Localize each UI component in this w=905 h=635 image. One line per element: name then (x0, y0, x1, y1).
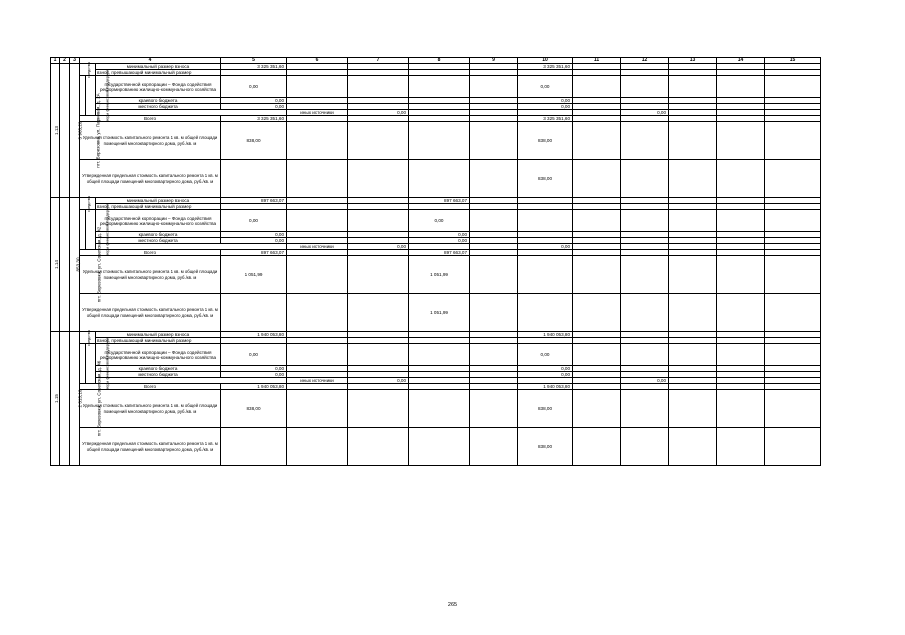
value-cell-col-7 (348, 390, 409, 428)
value-cell-col-12 (621, 294, 669, 332)
value-cell-col-5: 0,00 (221, 98, 287, 104)
value-cell-col-8 (409, 390, 470, 428)
value-cell-col-9 (470, 390, 518, 428)
table-row (51, 390, 821, 428)
row-label: краевого бюджета (96, 98, 221, 104)
row-label: краевого бюджета (96, 232, 221, 238)
header-cell: 4 (80, 58, 221, 64)
value-cell-col-10: 0,00 (518, 98, 573, 104)
table-body (51, 58, 821, 466)
value-cell-col-5: 0,00 (221, 372, 287, 378)
value-cell-col-8: 0,00 (409, 210, 470, 232)
value-cell-col-12 (621, 122, 669, 160)
table-row (51, 256, 821, 294)
funds-group-label: средства (86, 330, 91, 346)
capital-repair-table (50, 57, 821, 466)
value-cell-col-8 (409, 160, 470, 198)
value-cell-col-14 (717, 390, 765, 428)
table-row (51, 428, 821, 466)
value-cell-col-6 (287, 122, 348, 160)
header-cell: 6 (287, 58, 348, 64)
row-label: минимальный размер взноса (96, 332, 221, 338)
row-label: Утвержденная предельная стоимость капитального ремонта 1 кв. м общей площади помещений многоквартирного дома, руб./кв. м (80, 294, 221, 332)
value-cell-col-15 (765, 76, 821, 98)
value-cell-col-8 (409, 76, 470, 98)
value-cell-col-7 (348, 210, 409, 232)
value-cell-col-9 (470, 344, 518, 366)
value-cell-col-5 (221, 428, 287, 466)
value-cell-col-5: 3 325 351,60 (221, 116, 287, 122)
header-cell: 7 (348, 58, 409, 64)
funds-group-cell (80, 198, 96, 210)
value-cell-col-5: 0,00 (348, 378, 409, 384)
value-cell-col-5: 3 325 351,60 (221, 64, 287, 70)
row-label: Всего (80, 116, 221, 122)
value-cell-col-8 (409, 428, 470, 466)
value-cell-col-15 (765, 428, 821, 466)
support-group-label: меры финансовой поддержки (105, 69, 110, 123)
value-cell-col-9 (470, 210, 518, 232)
value-cell-col-10: 838,00 (518, 428, 573, 466)
row-label: местного бюджета (96, 372, 221, 378)
value-cell-col-12 (621, 390, 669, 428)
row-label: взнос, превышающий минимальный размер (96, 338, 221, 344)
value-cell-col-5: 1 940 053,80 (221, 332, 287, 338)
table-row (51, 160, 821, 198)
value-cell-col-5: 838,00 (221, 122, 287, 160)
value-cell-col-9 (470, 294, 518, 332)
value-cell-col-8: 0,00 (409, 232, 470, 238)
header-cell: 11 (573, 58, 621, 64)
address-text: пгт. Березовка, ул. Советская, д. 46 (96, 360, 102, 437)
row-label: иных источники (287, 244, 348, 250)
value-cell-col-12 (621, 160, 669, 198)
value-cell-col-10: 0,00 (518, 344, 573, 366)
table-row (51, 294, 821, 332)
value-cell-col-13 (669, 256, 717, 294)
value-cell-col-6 (287, 76, 348, 98)
page-number: 265 (447, 602, 458, 608)
value-cell-col-11 (573, 122, 621, 160)
header-cell: 8 (409, 58, 470, 64)
value-cell-col-13 (669, 294, 717, 332)
value-cell-col-5: 0,00 (221, 232, 287, 238)
header-cell: 12 (621, 58, 669, 64)
header-cell: 13 (669, 58, 717, 64)
header-cell: 3 (70, 58, 80, 64)
value-cell-col-5: 838,00 (221, 390, 287, 428)
value-cell-col-5: 1 940 053,80 (221, 384, 287, 390)
funds-group-label: средства (86, 62, 91, 78)
value-cell-col-15 (765, 390, 821, 428)
value-cell-col-8: 0,00 (518, 244, 573, 250)
value-cell-col-8: 897 663,07 (409, 198, 470, 204)
value-cell-col-6 (287, 160, 348, 198)
value-cell-col-13 (669, 122, 717, 160)
value-cell-col-13 (669, 210, 717, 232)
value-cell-col-10 (518, 210, 573, 232)
table-row (51, 210, 821, 232)
value-cell-col-11 (573, 76, 621, 98)
value-cell-col-9 (470, 428, 518, 466)
section-number-cell (51, 64, 60, 198)
row-label: краевого бюджета (96, 366, 221, 372)
row-label: Удельная стоимость капитального ремонта 1 кв. м общей площади помещений многоквартирного дома, руб./кв. м (80, 122, 221, 160)
value-cell-col-12 (621, 344, 669, 366)
value-cell-col-10: 838,00 (518, 160, 573, 198)
address-text: пгт. Березовка, ул. Советская, д. 42 (96, 226, 102, 303)
value-cell-col-12 (621, 256, 669, 294)
value-cell-col-7 (348, 160, 409, 198)
value-cell-col-10: 1 940 053,80 (518, 332, 573, 338)
value-cell-col-15 (765, 160, 821, 198)
value-cell-col-13 (669, 390, 717, 428)
funds-group-label: средства (86, 196, 91, 212)
value-cell-col-12 (621, 210, 669, 232)
row-label: государственной корпорации – Фонда содействия реформированию жилищно-коммунального хозяйства (96, 76, 221, 98)
value-cell-col-5: 0,00 (221, 238, 287, 244)
value-cell-col-10: 1 940 053,80 (518, 384, 573, 390)
value-cell-col-8 (409, 122, 470, 160)
value-cell-col-10: 0,00 (621, 110, 669, 116)
row-label: минимальный размер взноса (96, 64, 221, 70)
value-cell-col-5: 0,00 (221, 76, 287, 98)
value-cell-col-5: 897 663,07 (221, 250, 287, 256)
value-cell-col-12 (621, 76, 669, 98)
row-label: Удельная стоимость капитального ремонта 1 кв. м общей площади помещений многоквартирного дома, руб./кв. м (80, 256, 221, 294)
value-cell-col-11 (573, 344, 621, 366)
value-cell-col-10 (518, 294, 573, 332)
row-label: Утвержденная предельная стоимость капитального ремонта 1 кв. м общей площади помещений многоквартирного дома, руб./кв. м (80, 428, 221, 466)
table-row (51, 76, 821, 98)
section-number-cell (51, 332, 60, 466)
table-row (51, 344, 821, 366)
value-cell-col-11 (573, 294, 621, 332)
area-text: 853,30 (75, 257, 81, 272)
value-cell-col-7 (348, 428, 409, 466)
row-label: местного бюджета (96, 104, 221, 110)
value-cell-col-12 (621, 428, 669, 466)
value-cell-col-15 (765, 210, 821, 232)
header-cell: 5 (221, 58, 287, 64)
header-cell: 1 (51, 58, 60, 64)
value-cell-col-5: 0,00 (221, 210, 287, 232)
value-cell-col-5: 0,00 (221, 366, 287, 372)
funds-group-cell (80, 64, 96, 76)
value-cell-col-6 (287, 344, 348, 366)
support-group-label: меры финансовой поддержки (105, 337, 110, 391)
row-label: минимальный размер взноса (96, 198, 221, 204)
value-cell-col-7 (348, 122, 409, 160)
value-cell-col-8: 0,00 (409, 238, 470, 244)
value-cell-col-14 (717, 344, 765, 366)
header-cell: 10 (518, 58, 573, 64)
row-label: Всего (80, 384, 221, 390)
value-cell-col-6 (287, 256, 348, 294)
value-cell-col-7 (348, 344, 409, 366)
value-cell-col-15 (765, 256, 821, 294)
value-cell-col-5: 1 051,99 (221, 256, 287, 294)
header-cell: 2 (60, 58, 70, 64)
header-cell: 9 (470, 58, 518, 64)
row-label: Утвержденная предельная стоимость капитального ремонта 1 кв. м общей площади помещений многоквартирного дома, руб./кв. м (80, 160, 221, 198)
value-cell-col-11 (573, 256, 621, 294)
row-label: взнос, превышающий минимальный размер (96, 70, 221, 76)
document-sheet (50, 57, 820, 466)
funds-group-cell (80, 332, 96, 344)
value-cell-col-7 (348, 76, 409, 98)
area-cell (70, 198, 80, 332)
value-cell-col-10: 0,00 (518, 76, 573, 98)
value-cell-col-11 (573, 210, 621, 232)
value-cell-col-5: 0,00 (348, 244, 409, 250)
value-cell-col-15 (765, 294, 821, 332)
value-cell-col-10: 0,00 (621, 378, 669, 384)
row-label: Удельная стоимость капитального ремонта 1 кв. м общей площади помещений многоквартирного дома, руб./кв. м (80, 390, 221, 428)
value-cell-col-10: 838,00 (518, 122, 573, 160)
value-cell-col-6 (287, 428, 348, 466)
value-cell-col-10: 0,00 (518, 372, 573, 378)
area-cell (70, 332, 83, 466)
value-cell-col-8: 1 051,99 (409, 294, 470, 332)
value-cell-col-8: 1 051,99 (409, 256, 470, 294)
value-cell-col-13 (669, 160, 717, 198)
value-cell-col-13 (669, 76, 717, 98)
support-group-label: меры финансовой поддержки (105, 203, 110, 257)
row-label: государственной корпорации – Фонда содействия реформированию жилищно-коммунального хозяйства (96, 344, 221, 366)
value-cell-col-13 (669, 344, 717, 366)
value-cell-col-11 (573, 390, 621, 428)
value-cell-col-5: 0,00 (348, 110, 409, 116)
value-cell-col-8 (409, 344, 470, 366)
value-cell-col-14 (717, 294, 765, 332)
area-cell (70, 64, 83, 198)
area-text: 3 963,20 (77, 121, 83, 140)
value-cell-col-5 (221, 294, 287, 332)
row-label: взнос, превышающий минимальный размер (96, 204, 221, 210)
value-cell-col-14 (717, 122, 765, 160)
value-cell-col-5: 0,00 (221, 344, 287, 366)
value-cell-col-15 (765, 344, 821, 366)
value-cell-col-10: 0,00 (518, 104, 573, 110)
address-text: пгт. Березовка, ул. Парковая, д. 2А (95, 93, 101, 168)
value-cell-col-11 (573, 160, 621, 198)
area-text: 2 315,10 (77, 389, 83, 408)
value-cell-col-10: 3 325 351,60 (518, 116, 573, 122)
value-cell-col-14 (717, 210, 765, 232)
value-cell-col-15 (765, 122, 821, 160)
row-label: Всего (80, 250, 221, 256)
section-number: 1.14 (53, 260, 59, 269)
row-label: иных источники (287, 378, 348, 384)
value-cell-col-6 (287, 390, 348, 428)
value-cell-col-6 (287, 294, 348, 332)
row-label: государственной корпорации – Фонда содействия реформированию жилищно-коммунального хозяйства (96, 210, 221, 232)
table-row (51, 122, 821, 160)
value-cell-col-7 (348, 294, 409, 332)
header-cell: 14 (717, 58, 765, 64)
value-cell-col-13 (669, 428, 717, 466)
row-label: местного бюджета (96, 238, 221, 244)
value-cell-col-10 (518, 256, 573, 294)
value-cell-col-14 (717, 160, 765, 198)
value-cell-col-9 (470, 76, 518, 98)
section-number: 1.13 (53, 126, 59, 135)
value-cell-col-9 (470, 160, 518, 198)
value-cell-col-14 (717, 428, 765, 466)
value-cell-col-14 (717, 76, 765, 98)
value-cell-col-5 (221, 160, 287, 198)
value-cell-col-5: 0,00 (221, 104, 287, 110)
value-cell-col-9 (470, 256, 518, 294)
section-number-cell (51, 198, 60, 332)
value-cell-col-9 (470, 122, 518, 160)
value-cell-col-11 (573, 428, 621, 466)
value-cell-col-10: 0,00 (518, 366, 573, 372)
value-cell-col-14 (717, 256, 765, 294)
value-cell-col-5: 897 663,07 (221, 198, 287, 204)
value-cell-col-7 (348, 256, 409, 294)
section-number: 1.15 (53, 394, 59, 403)
row-label: иных источники (287, 110, 348, 116)
value-cell-col-6 (287, 210, 348, 232)
value-cell-col-10: 838,00 (518, 390, 573, 428)
value-cell-col-10: 3 325 351,60 (518, 64, 573, 70)
header-cell: 15 (765, 58, 821, 64)
value-cell-col-8: 897 663,07 (409, 250, 470, 256)
